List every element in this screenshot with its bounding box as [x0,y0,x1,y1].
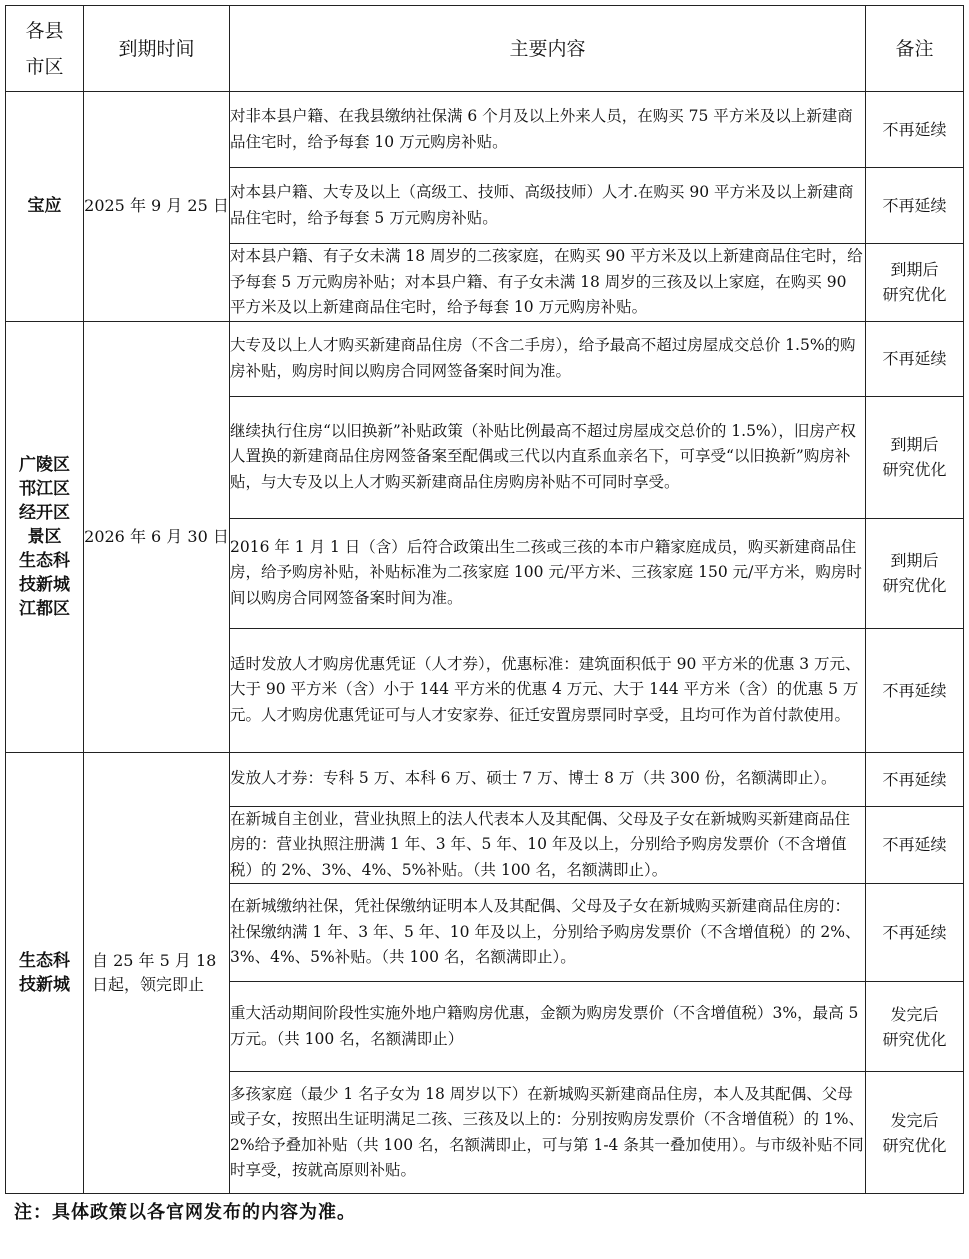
county-name-line: 江都区 [19,598,70,619]
county-name-line: 技新城 [19,574,70,595]
note-cell [866,244,964,322]
note-cell [866,628,964,752]
note-cell [866,752,964,806]
county-name-line: 生态科 [19,950,70,971]
policy-table [5,5,964,1194]
header-note: 备注 [866,6,964,92]
header-content: 主要内容 [230,6,866,92]
policy-content: 重大活动期间阶段性实施外地户籍购房优惠，金额为购房发票价（不含增值税）3%，最高 5 万元。（共 100 名，名额满即止） [230,982,866,1072]
note-cell [866,884,964,982]
county-cell [6,92,84,322]
note-line: 不再延续 [882,769,947,789]
deadline-line: 日起，领完即止 [92,974,205,994]
policy-content: 大专及以上人才购买新建商品住房（不含二手房），给予最高不超过房屋成交总价 1.5%的购房补贴，购房时间以购房合同网签备案时间为准。 [230,321,866,396]
note-line: 到期后 [890,551,939,570]
note-line: 研究优化 [882,460,947,479]
table-row [6,321,964,396]
deadline-line: 2026 年 6 月 30 日 [84,526,229,546]
policy-content: 发放人才券：专科 5 万、本科 6 万、硕士 7 万、博士 8 万（共 300 份，名额满即止）。 [230,752,866,806]
note-line: 不再延续 [882,349,947,368]
note-line: 不再延续 [882,923,947,942]
policy-content: 对本县户籍、大专及以上（高级工、技师、高级技师）人才.在购买 90 平方米及以上新建商品住宅时，给予每套 5 万元购房补贴。 [230,168,866,244]
deadline-line: 2025 年 9 月 25 日 [84,196,229,216]
policy-content: 在新城自主创业，营业执照上的法人代表本人及其配偶、父母及子女在新城购买新建商品住房的：营业执照注册满 1 年、3 年、5 年、10 年及以上，分别给予购房发票价（不含增值税）的 2%、3%、4%、5%补贴。（共 100 名，名额满即止）。 [230,806,866,884]
county-name-line: 广陵区 [19,454,70,475]
county-name-line: 邗江区 [19,478,70,499]
note-line: 到期后 [890,435,939,454]
deadline-cell [84,321,230,752]
county-name-line: 经开区 [19,502,70,523]
county-name-line: 生态科 [19,550,70,571]
deadline-cell [84,752,230,1194]
note-cell [866,92,964,168]
county-name-line: 技新城 [19,974,70,995]
table-body [6,92,964,1194]
note-line: 研究优化 [882,576,947,595]
policy-content: 多孩家庭（最少 1 名子女为 18 周岁以下）在新城购买新建商品住房，本人及其配偶、父母或子女，按照出生证明满足二孩、三孩及以上的：分别按购房发票价（不含增值税）的 1%、2%给予叠加补贴（共 100 名，名额满即止，可与第 1-4 条其一叠加使用）。与市级补贴不同时享受，按就高原则补贴。 [230,1072,866,1194]
note-cell [866,806,964,884]
policy-content: 对非本县户籍、在我县缴纳社保满 6 个月及以上外来人员，在购买 75 平方米及以上新建商品住宅时，给予每套 10 万元购房补贴。 [230,92,866,168]
note-cell [866,396,964,518]
note-line: 不再延续 [882,196,947,215]
table-row [6,92,964,168]
county-cell [6,752,84,1194]
note-cell [866,321,964,396]
deadline-line: 自 25 年 5 月 18 [92,950,217,970]
note-cell [866,982,964,1072]
note-line: 研究优化 [882,285,947,305]
note-line: 发完后 [890,1110,939,1130]
header-deadline: 到期时间 [84,6,230,92]
policy-content: 继续执行住房“以旧换新”补贴政策（补贴比例最高不超过房屋成交总价的 1.5%），旧房产权人置换的新建商品住房网签备案至配偶或三代以内直系血亲名下，可享受“以旧换新”购房补贴，与大专及以上人才购买新建商品住房购房补贴不可同时享受。 [230,396,866,518]
policy-content: 对本县户籍、有子女未满 18 周岁的二孩家庭，在购买 90 平方米及以上新建商品住宅时，给予每套 5 万元购房补贴；对本县户籍、有子女未满 18 周岁的三孩及以上家庭，在购买 90 平方米及以上新建商品住宅时，给予每套 10 万元购房补贴。 [230,244,866,322]
note-cell [866,168,964,244]
county-name-line: 宝应 [27,196,62,217]
note-line: 不再延续 [882,680,947,700]
county-name-line: 景区 [27,526,62,547]
policy-content: 适时发放人才购房优惠凭证（人才券），优惠标准：建筑面积低于 90 平方米的优惠 3 万元、大于 90 平方米（含）小于 144 平方米的优惠 4 万元、大于 144 平方米（含）的优惠 5 万元。人才购房优惠凭证可与人才安家券、征迁安置房票同时享受，且均可作为首付款使用。 [230,628,866,752]
table-row [6,752,964,806]
header-row [6,6,964,92]
note-line: 研究优化 [882,1029,947,1049]
note-line: 不再延续 [882,120,947,139]
header-county: 各县 市区 [6,6,84,92]
county-cell [6,321,84,752]
note-line: 研究优化 [882,1135,947,1155]
note-cell [866,518,964,628]
note-line: 发完后 [890,1004,939,1024]
note-line: 不再延续 [882,835,947,855]
note-cell [866,1072,964,1194]
policy-content: 在新城缴纳社保，凭社保缴纳证明本人及其配偶、父母及子女在新城购买新建商品住房的：社保缴纳满 1 年、3 年、5 年、10 年及以上，分别给予购房发票价（不含增值税）的 2%、3%、4%、5%补贴。（共 100 名，名额满即止）。 [230,884,866,982]
policy-content: 2016 年 1 月 1 日（含）后符合政策出生二孩或三孩的本市户籍家庭成员，购买新建商品住房，给予购房补贴，补贴标准为二孩家庭 100 元/平方米、三孩家庭 150 元/平方米，购房时间以购房合同网签备案时间为准。 [230,518,866,628]
deadline-cell [84,92,230,322]
note-line: 到期后 [890,260,939,280]
footer-note: 注：具体政策以各官网发布的内容为准。 [14,1202,356,1223]
